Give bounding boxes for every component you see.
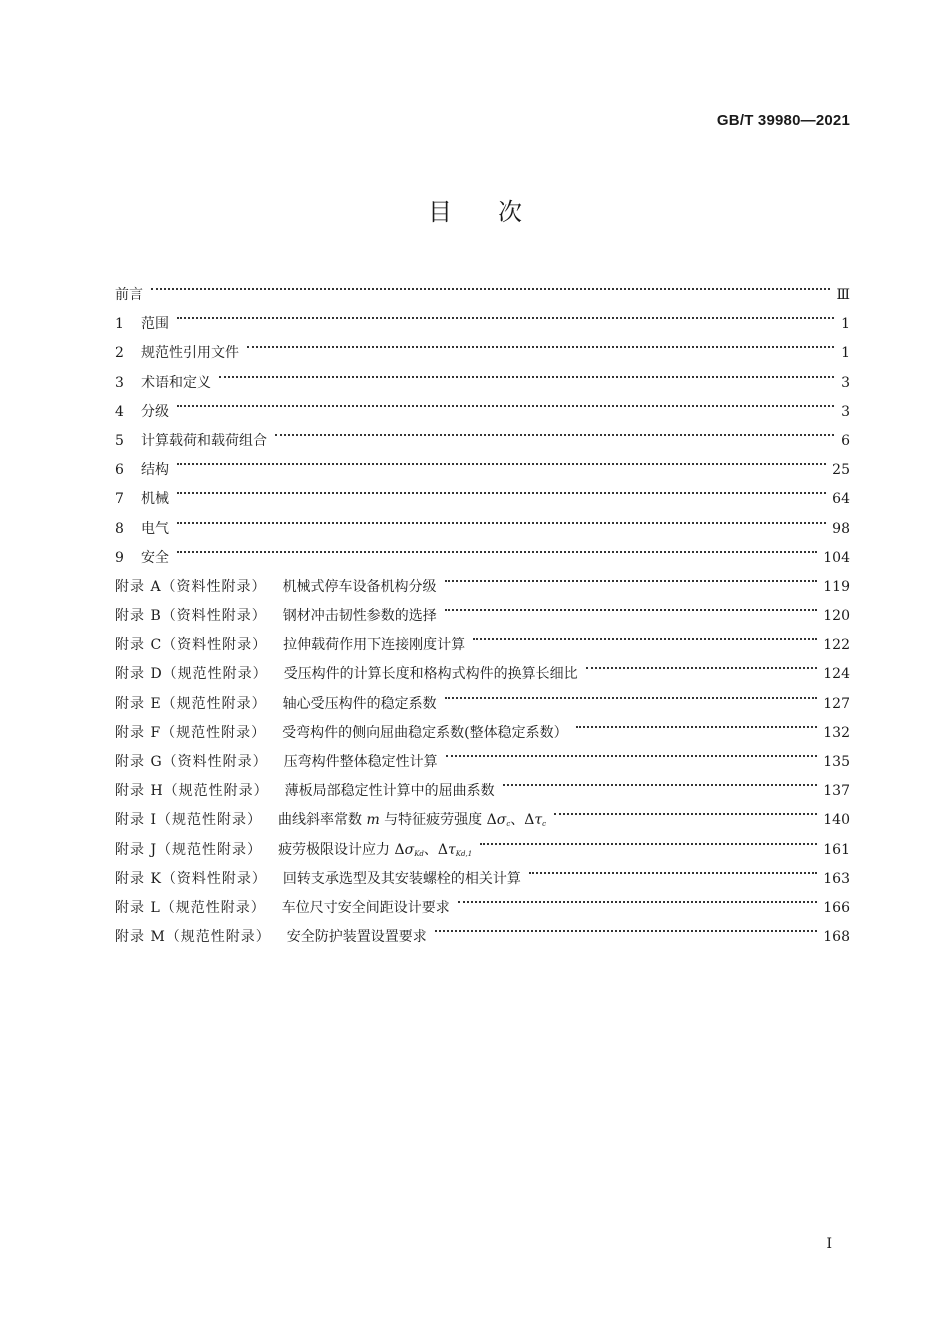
toc-page-number: 124 <box>823 666 850 683</box>
toc-appendix-prefix: 附录 C（资料性附录） <box>115 637 268 654</box>
toc-page-number: 161 <box>823 841 850 858</box>
toc-page-number: 135 <box>823 754 850 770</box>
toc-label: 回转支承选型及其安装螺栓的相关计算 <box>282 870 521 887</box>
toc-appendix-prefix: 附录 K（资料性附录） <box>115 870 267 887</box>
toc-entry-chapter-7[interactable] <box>115 474 850 508</box>
toc-label: 机械 <box>141 491 169 508</box>
toc-label: 安全防护装置设置要求 <box>286 929 427 946</box>
toc-page-number: 127 <box>823 695 850 712</box>
toc-leader-dots <box>445 679 818 708</box>
toc-leader-dots <box>446 737 818 766</box>
standard-number: GB/T 39980—2021 <box>716 112 850 129</box>
toc-leader-dots <box>503 766 818 795</box>
toc-page-number: 104 <box>823 549 850 566</box>
toc-entry-chapter-8[interactable] <box>115 504 850 537</box>
toc-label: 机械式停车设备机构分级 <box>282 578 437 595</box>
math-var-m: m <box>366 812 380 829</box>
page-title: 目次 <box>428 198 568 226</box>
toc-label: 拉伸载荷作用下连接刚度计算 <box>283 637 466 654</box>
toc-appendix-prefix: 附录 J（规范性附录） <box>115 841 263 858</box>
toc-entry-chapter-4[interactable] <box>115 387 850 420</box>
toc-entry-chapter-3[interactable] <box>115 358 850 391</box>
toc-appendix-prefix: 附录 D（规范性附录） <box>115 666 268 683</box>
toc-leader-dots <box>177 445 826 474</box>
toc-page-number: 163 <box>823 870 850 887</box>
math-delta-sigma-kd: $\Delta\sigma_{Kd}$ <box>394 841 424 858</box>
toc-appendix-prefix: 附录 L（规范性附录） <box>115 899 266 916</box>
toc-page-number: 1 <box>841 316 850 333</box>
toc-label: 电气 <box>141 520 169 537</box>
toc-entry-chapter-9[interactable] <box>115 533 850 566</box>
toc-appendix-prefix: 附录 M（规范性附录） <box>115 929 271 946</box>
toc-leader-dots <box>177 299 834 328</box>
toc-page-number: 98 <box>832 520 850 537</box>
toc-appendix-prefix: 附录 B（资料性附录） <box>115 608 267 625</box>
toc-label: 术语和定义 <box>141 374 211 391</box>
toc-chapter-number: 1 <box>115 316 124 333</box>
toc-chapter-number: 6 <box>115 462 124 479</box>
toc-appendix-prefix: 附录 E（规范性附录） <box>115 695 267 712</box>
toc-appendix-prefix: 附录 F（规范性附录） <box>115 724 267 741</box>
toc-page-number: 119 <box>823 578 850 595</box>
toc-appendix-prefix: 附录 I（规范性附录） <box>115 812 262 829</box>
toc-leader-dots <box>247 328 834 357</box>
toc-chapter-number: 9 <box>115 549 124 566</box>
toc-leader-dots <box>151 270 830 299</box>
toc-leader-dots <box>177 387 834 416</box>
toc-entry-appendix-a[interactable] <box>115 562 850 595</box>
toc-leader-dots <box>445 562 818 591</box>
toc-entry-chapter-6[interactable] <box>115 445 850 479</box>
toc-page-number: 120 <box>823 608 850 625</box>
math-delta-sigma-c: $\Delta\sigma_c$ <box>486 812 511 829</box>
table-of-contents <box>115 270 850 946</box>
toc-page-number: 168 <box>823 929 850 946</box>
toc-leader-dots <box>576 708 818 737</box>
toc-label: 车位尺寸安全间距设计要求 <box>281 899 450 916</box>
toc-leader-dots <box>586 649 818 678</box>
toc-leader-dots <box>219 358 834 387</box>
toc-label: 分级 <box>141 403 169 420</box>
toc-page-number: 3 <box>841 403 850 420</box>
math-delta-tau-kd1: $\Delta\tau_{Kd,1}$ <box>437 841 473 858</box>
toc-label: 薄板局部稳定性计算中的屈曲系数 <box>284 783 495 800</box>
toc-label: 计算载荷和载荷组合 <box>141 432 267 449</box>
toc-page-number: 6 <box>841 432 850 449</box>
math-delta-tau-c: $\Delta\tau_c$ <box>524 812 547 829</box>
toc-chapter-number: 2 <box>115 345 124 362</box>
toc-chapter-number: 8 <box>115 520 124 537</box>
toc-page-number: 166 <box>823 899 850 916</box>
toc-leader-dots <box>480 825 817 854</box>
toc-label: 疲劳极限设计应力 $\Delta\sigma_{Kd}$、$\Delta\tau_{Kd,1}$ <box>278 841 473 858</box>
toc-entry-chapter-2[interactable] <box>115 328 850 362</box>
toc-leader-dots <box>473 620 817 649</box>
toc-appendix-prefix: 附录 G（资料性附录） <box>115 754 268 770</box>
toc-leader-dots <box>458 883 818 912</box>
toc-chapter-number: 5 <box>115 432 124 449</box>
toc-leader-dots <box>177 504 826 533</box>
toc-label: 轴心受压构件的稳定系数 <box>282 695 437 712</box>
toc-page-number: Ⅲ <box>836 287 850 303</box>
toc-page-number: 25 <box>832 462 850 479</box>
toc-leader-dots <box>445 591 818 620</box>
toc-label: 受弯构件的侧向屈曲稳定系数(整体稳定系数） <box>282 724 568 741</box>
toc-label: 钢材冲击韧性参数的选择 <box>282 608 437 625</box>
toc-appendix-prefix: 附录 H（规范性附录） <box>115 783 269 800</box>
toc-page-number: 1 <box>841 345 850 362</box>
toc-entry-chapter-5[interactable] <box>115 416 850 449</box>
toc-leader-dots <box>177 533 817 562</box>
toc-label: 前言 <box>115 287 143 303</box>
toc-leader-dots <box>435 912 817 941</box>
toc-leader-dots <box>529 854 817 883</box>
toc-page-number: 137 <box>823 783 850 800</box>
toc-appendix-prefix: 附录 A（资料性附录） <box>115 578 267 595</box>
toc-entry-preface[interactable] <box>115 270 850 303</box>
toc-page-number: 132 <box>823 724 850 741</box>
toc-label: 范围 <box>141 316 169 333</box>
toc-chapter-number: 4 <box>115 403 124 420</box>
toc-page-number: 64 <box>832 491 850 508</box>
toc-label: 受压构件的计算长度和格构式构件的换算长细比 <box>283 666 578 683</box>
toc-leader-dots <box>177 474 826 503</box>
toc-leader-dots <box>275 416 834 445</box>
toc-label: 结构 <box>141 462 169 479</box>
page-number: I <box>826 1236 832 1252</box>
toc-page-number: 3 <box>841 374 850 391</box>
toc-page-number: 122 <box>823 637 850 654</box>
toc-entry-chapter-1[interactable] <box>115 299 850 333</box>
toc-label: 安全 <box>141 549 169 566</box>
toc-label: 规范性引用文件 <box>141 345 239 362</box>
toc-leader-dots <box>554 795 817 824</box>
toc-chapter-number: 7 <box>115 491 124 508</box>
toc-label: 压弯构件整体稳定性计算 <box>283 754 438 770</box>
toc-chapter-number: 3 <box>115 374 124 391</box>
toc-page-number: 140 <box>823 812 850 829</box>
toc-label: 曲线斜率常数 m 与特征疲劳强度 $\Delta\sigma_c$、$\Delta\tau_c$ <box>277 812 547 829</box>
